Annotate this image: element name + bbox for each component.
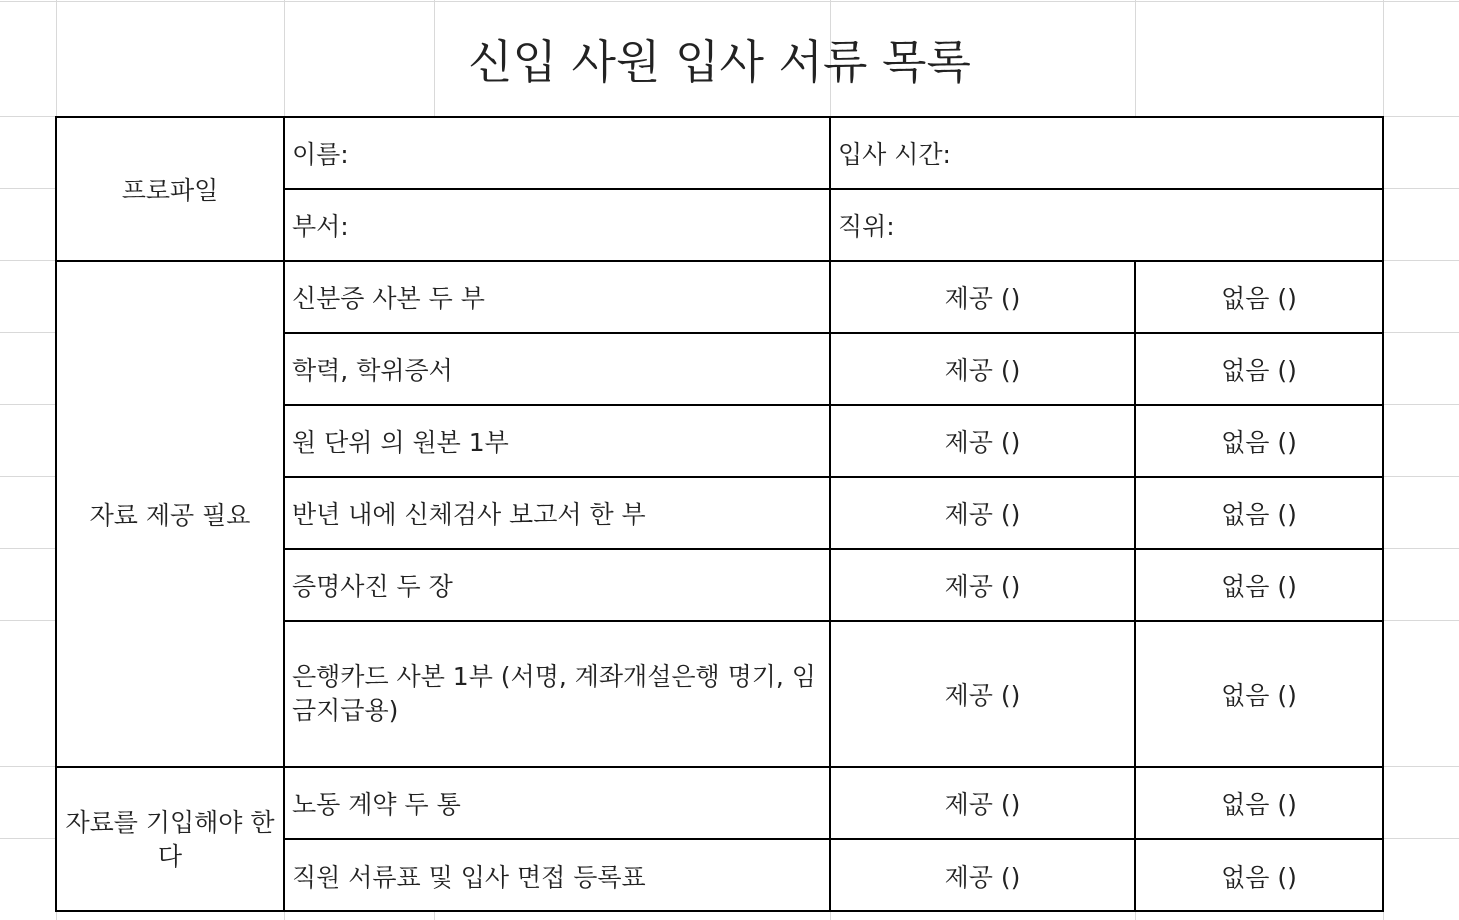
provided-cell[interactable]: 제공 (): [944, 862, 1021, 892]
table-border: [284, 404, 1384, 406]
name-field[interactable]: 이름:: [292, 139, 349, 169]
item-employee-form[interactable]: 직원 서류표 및 입사 면접 등록표: [292, 862, 646, 892]
item-health-report[interactable]: 반년 내에 신체검사 보고서 한 부: [292, 500, 646, 529]
provided-cell[interactable]: 제공 (): [944, 790, 1021, 819]
table-border: [284, 476, 1384, 478]
profile-section-label[interactable]: 프로파일: [121, 175, 219, 205]
provided-cell[interactable]: 제공 (): [944, 284, 1021, 313]
table-border: [284, 838, 1384, 840]
required-section-label[interactable]: 자료 제공 필요: [89, 501, 251, 530]
none-cell[interactable]: 없음 (): [1221, 500, 1297, 529]
none-cell[interactable]: 없음 (): [1221, 790, 1297, 819]
table-border: [56, 116, 1384, 118]
none-cell[interactable]: 없음 (): [1221, 572, 1297, 601]
table-border: [829, 116, 831, 912]
join-time-field[interactable]: 입사 시간:: [838, 139, 951, 169]
none-cell[interactable]: 없음 (): [1221, 681, 1297, 710]
position-field[interactable]: 직위:: [838, 212, 895, 241]
table-border: [56, 260, 1384, 262]
table-border: [284, 332, 1384, 334]
item-bank-card[interactable]: 은행카드 사본 1부 (서명, 계좌개설은행 명기, 임금지급용): [292, 662, 816, 725]
none-cell[interactable]: 없음 (): [1221, 862, 1297, 892]
table-border: [284, 188, 1384, 190]
item-diploma[interactable]: 학력, 학위증서: [292, 356, 453, 385]
none-cell[interactable]: 없음 (): [1221, 356, 1297, 385]
none-cell[interactable]: 없음 (): [1221, 428, 1297, 457]
table-border: [55, 116, 57, 912]
table-border: [284, 620, 1384, 622]
table-border: [283, 116, 285, 912]
table-border: [56, 766, 1384, 768]
table-border: [1134, 260, 1136, 912]
department-field[interactable]: 부서:: [292, 212, 349, 241]
item-id-photos[interactable]: 증명사진 두 장: [292, 572, 453, 601]
provided-cell[interactable]: 제공 (): [944, 572, 1021, 601]
table-border: [1382, 116, 1384, 912]
item-id-copy[interactable]: 신분증 사본 두 부: [292, 284, 485, 313]
page-title[interactable]: 신입 사원 입사 서류 목록: [468, 35, 971, 89]
provided-cell[interactable]: 제공 (): [944, 500, 1021, 529]
provided-cell[interactable]: 제공 (): [944, 681, 1021, 710]
item-labor-contract[interactable]: 노동 계약 두 통: [292, 790, 461, 819]
table-border: [284, 548, 1384, 550]
provided-cell[interactable]: 제공 (): [944, 356, 1021, 385]
table-border: [56, 910, 1384, 912]
item-original-copy[interactable]: 원 단위 의 원본 1부: [292, 428, 509, 457]
provided-cell[interactable]: 제공 (): [944, 428, 1021, 457]
none-cell[interactable]: 없음 (): [1221, 284, 1297, 313]
fill-section-label[interactable]: 자료를 기입해야 한다: [65, 807, 275, 871]
